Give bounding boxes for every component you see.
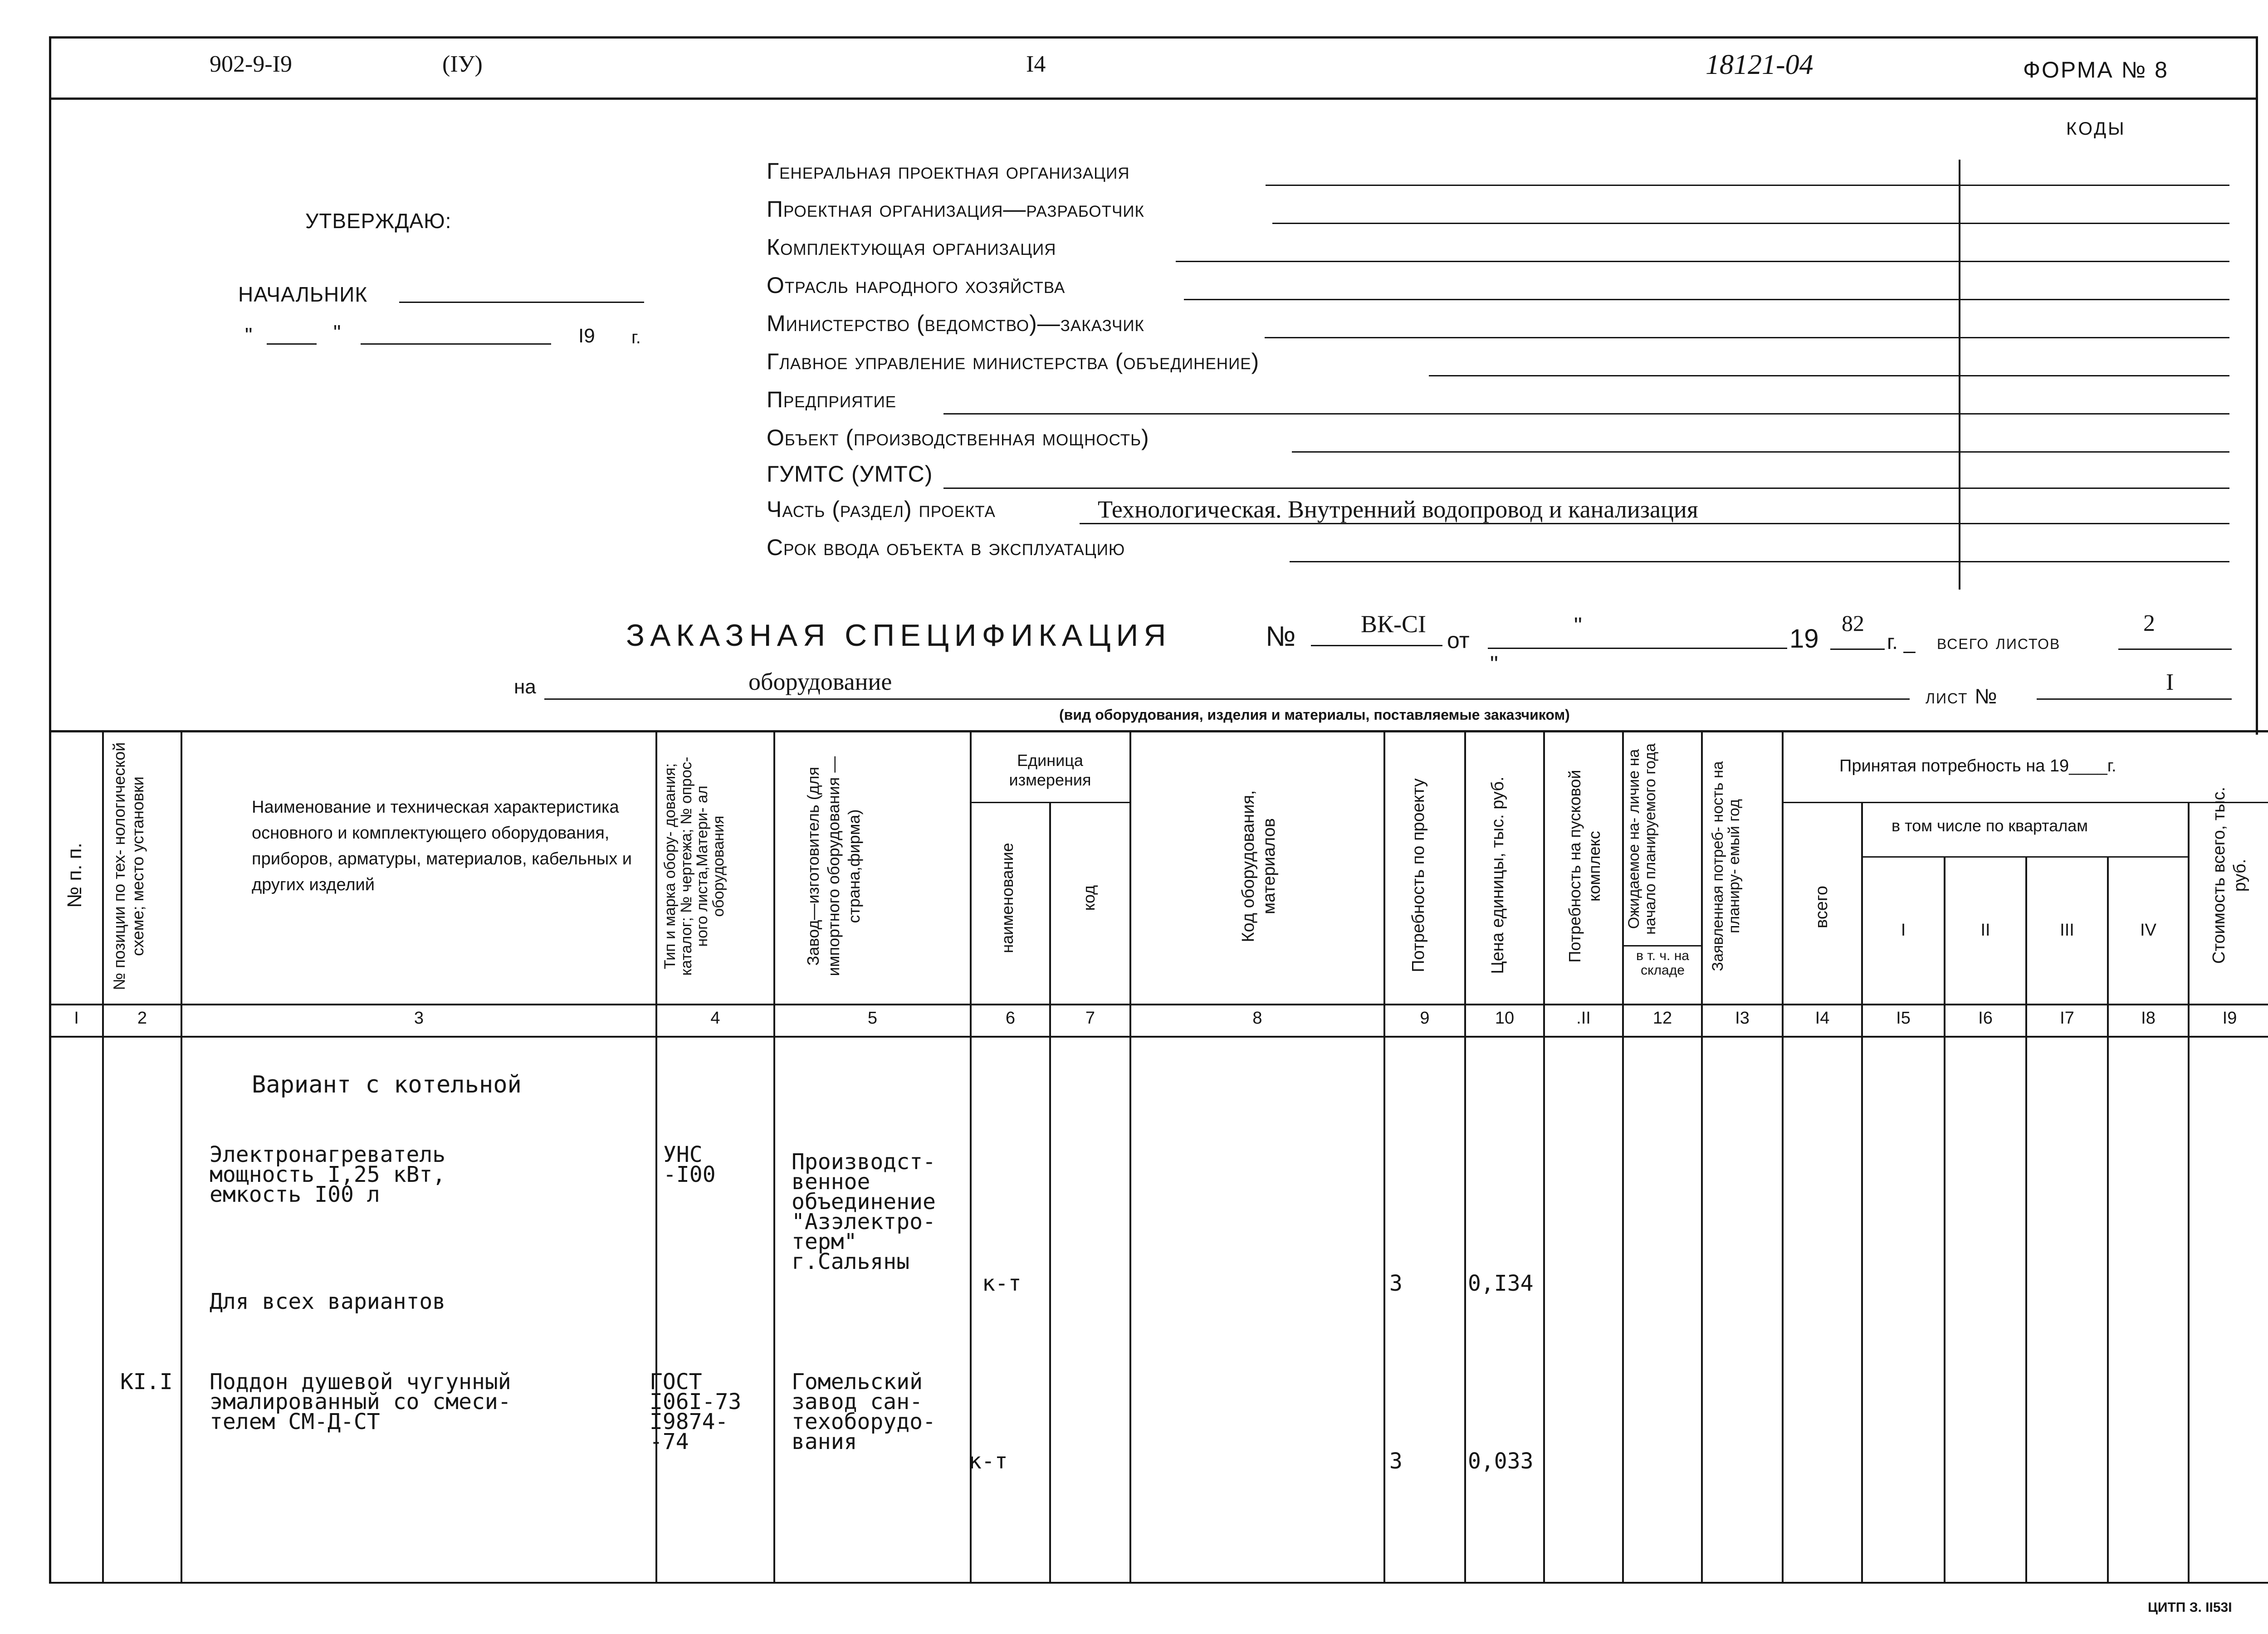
header-row-number: № п. п. bbox=[64, 843, 86, 908]
object-capacity-line bbox=[1292, 451, 2229, 453]
row-quantity: 3 bbox=[1389, 1449, 1403, 1474]
project-part-line bbox=[1080, 523, 2229, 524]
header-total-cost: Стоимость всего, тыс. руб. bbox=[2209, 786, 2249, 964]
column-number: 6 bbox=[1005, 1009, 1016, 1028]
album-number: (IУ) bbox=[442, 51, 483, 77]
header-accepted: Принятая потребность на 19____г. bbox=[1839, 756, 2116, 776]
col-rule-10 bbox=[1543, 730, 1545, 1583]
gumts-label: ГУМТС (УМТС) bbox=[767, 461, 933, 487]
header-expected-stock: Ожидаемое на- личие на начало планируемого года bbox=[1625, 743, 1659, 935]
column-number: 7 bbox=[1085, 1009, 1095, 1028]
spec-total-sheets-label: всего листов bbox=[1937, 630, 2061, 654]
col-rule-1 bbox=[102, 730, 104, 1583]
spec-year-suffix: г. _ bbox=[1887, 630, 1916, 654]
column-number: 3 bbox=[414, 1009, 424, 1028]
print-stamp: ЦИТП З. II53I bbox=[2148, 1600, 2232, 1615]
chief-signature-line bbox=[399, 302, 644, 303]
c12-split-rule bbox=[1623, 945, 1701, 946]
frame-bottom bbox=[49, 1582, 2268, 1584]
frame-left bbox=[49, 36, 51, 1583]
date-day-line bbox=[267, 343, 317, 345]
industry-branch-line bbox=[1184, 299, 2229, 300]
commissioning-date-line bbox=[1290, 561, 2229, 562]
header-total: всего bbox=[1812, 885, 1831, 929]
column-number: 10 bbox=[1495, 1009, 1515, 1028]
header-unit-group: Единица измерения bbox=[1009, 751, 1091, 790]
commissioning-date-label: Срок ввода объекта в эксплуатацию bbox=[767, 535, 1125, 560]
row-unit: к-т bbox=[982, 1271, 1022, 1296]
enterprise-line bbox=[943, 413, 2229, 415]
header-equipment-code: Код оборудования, материалов bbox=[1239, 790, 1279, 942]
row-quantity: 3 bbox=[1389, 1271, 1403, 1296]
row-name: Поддон душевой чугунный эмалированный со смеси- телем СМ-Д-СТ bbox=[210, 1369, 511, 1434]
spec-subject-line bbox=[544, 698, 1910, 700]
date-month-line bbox=[361, 343, 551, 345]
col-rule-2 bbox=[181, 730, 182, 1583]
spec-open-quote: " bbox=[1574, 613, 1582, 638]
column-number: 9 bbox=[1420, 1009, 1430, 1028]
col-rule-7 bbox=[1129, 730, 1131, 1583]
ministry-customer-label: Министерство (ведомство)—заказчик bbox=[767, 311, 1144, 336]
spec-year-line bbox=[1830, 649, 1885, 650]
col-rule-13 bbox=[1782, 730, 1784, 1583]
page-number: I4 bbox=[1026, 51, 1046, 77]
col-rule-9 bbox=[1464, 730, 1466, 1583]
developer-org-line bbox=[1272, 223, 2229, 224]
header-q2: II bbox=[1980, 921, 1990, 940]
row-name: Электронагреватель мощность I,25 кВт, емкость I00 л bbox=[210, 1142, 446, 1207]
header-type: Тип и марка обору- дования; каталог; № чертежа; № опрос- ного листа,Матери- ал оборудования bbox=[661, 756, 728, 976]
gumts-line bbox=[943, 488, 2229, 489]
row-type: ГОСТ I06I-73 I9874- -74 bbox=[650, 1369, 742, 1454]
project-code: 902-9-I9 bbox=[210, 51, 292, 77]
project-part-value: Технологическая. Внутренний водопровод и канализация bbox=[1098, 496, 1698, 523]
date-year-suffix: г. bbox=[631, 327, 641, 347]
column-number: I6 bbox=[1978, 1009, 1993, 1028]
col-rule-11 bbox=[1622, 730, 1624, 1583]
form-number: ФОРМА № 8 bbox=[2023, 57, 2169, 83]
spec-total-sheets-line bbox=[2118, 649, 2232, 650]
header-q4: IV bbox=[2140, 921, 2156, 940]
column-number: 12 bbox=[1652, 1009, 1672, 1028]
header-unit-code: код bbox=[1080, 885, 1098, 911]
frame-header-rule bbox=[49, 98, 2258, 100]
codes-label: КОДЫ bbox=[2066, 119, 2126, 139]
header-q3: III bbox=[2060, 921, 2074, 940]
ministry-customer-line bbox=[1265, 337, 2229, 338]
column-number: 8 bbox=[1252, 1009, 1262, 1028]
header-launch-need: Потребность на пусковой комплекс bbox=[1565, 770, 1604, 963]
spec-close-quote: " bbox=[1490, 651, 1498, 677]
column-number: 5 bbox=[867, 1009, 878, 1028]
object-capacity-label: Объект (производственная мощность) bbox=[767, 425, 1149, 450]
header-name: Наименование и техническая характеристика основного и комплектующего оборудования, приборов, арматуры, материалов, кабельных и других изделий bbox=[252, 798, 632, 894]
header-declared-need: Заявленная потреб- ность на планиру- емый год bbox=[1709, 761, 1743, 971]
col-rule-3 bbox=[655, 730, 657, 1583]
date-open-quote: " bbox=[245, 323, 253, 347]
general-design-org-line bbox=[1266, 185, 2229, 186]
table-colnum-bottom-rule bbox=[49, 1036, 2268, 1038]
main-directorate-label: Главное управление министерства (объединение) bbox=[767, 349, 1260, 374]
column-number: I3 bbox=[1735, 1009, 1750, 1028]
spec-number-line bbox=[1311, 645, 1442, 646]
col-rule-15 bbox=[1944, 856, 1945, 1583]
header-project-need: Потребность по проекту bbox=[1409, 778, 1428, 972]
row-price: 0,I34 bbox=[1468, 1271, 1534, 1296]
spec-on-label: на bbox=[514, 676, 536, 698]
spec-year: 82 bbox=[1842, 610, 1864, 636]
col-rule-6 bbox=[1049, 802, 1051, 1583]
spec-sheet-line bbox=[2037, 698, 2232, 700]
date-close-quote: " bbox=[333, 321, 341, 344]
table-colnum-top-rule bbox=[49, 1004, 2268, 1005]
spec-number-label: № bbox=[1266, 621, 1296, 652]
approval-heading: УТВЕРЖДАЮ: bbox=[305, 209, 452, 233]
header-quarters: в том числе по кварталам bbox=[1892, 816, 2088, 835]
column-number: I bbox=[74, 1009, 79, 1028]
col-rule-14 bbox=[1861, 802, 1863, 1583]
row-unit: к-т bbox=[968, 1449, 1008, 1474]
general-design-org-label: Генеральная проектная организация bbox=[767, 158, 1130, 184]
column-number: I5 bbox=[1896, 1009, 1911, 1028]
column-number: I8 bbox=[2141, 1009, 2156, 1028]
column-number: 4 bbox=[710, 1009, 720, 1028]
spec-date-line bbox=[1488, 648, 1787, 649]
row-price: 0,033 bbox=[1468, 1449, 1534, 1474]
row-type: УНС -I00 bbox=[663, 1142, 716, 1187]
col-rule-12 bbox=[1701, 730, 1703, 1583]
column-number: .II bbox=[1576, 1009, 1591, 1028]
row-name: Вариант с котельной bbox=[252, 1071, 522, 1098]
header-manufacturer: Завод—изготовитель (для импортного оборудования —страна,фирма) bbox=[804, 756, 863, 976]
col-rule-4 bbox=[773, 730, 775, 1583]
spec-sheet-label: лист № bbox=[1926, 684, 1998, 708]
industry-branch-label: Отрасль народного хозяйства bbox=[767, 273, 1066, 298]
col-rule-18 bbox=[2188, 802, 2190, 1583]
frame-right bbox=[2256, 36, 2258, 735]
column-number: 2 bbox=[137, 1009, 147, 1028]
main-directorate-line bbox=[1429, 375, 2229, 376]
spec-sheet: I bbox=[2166, 669, 2174, 695]
spec-year-prefix: 19 bbox=[1789, 624, 1819, 654]
spec-number: ВК-СI bbox=[1361, 610, 1427, 638]
chief-label: НАЧАЛЬНИК bbox=[238, 283, 368, 306]
header-unit-price: Цена единицы, тыс. руб. bbox=[1488, 776, 1507, 974]
frame-top bbox=[49, 36, 2258, 39]
header-position: № позиции по тех- нологической схеме; место установки bbox=[110, 742, 147, 990]
spec-title: ЗАКАЗНАЯ СПЕЦИФИКАЦИЯ bbox=[626, 618, 1172, 653]
column-number: I9 bbox=[2222, 1009, 2237, 1028]
table-top-rule bbox=[49, 730, 2268, 732]
developer-org-label: Проектная организация—разработчик bbox=[767, 196, 1144, 222]
inventory-number: 18121-04 bbox=[1706, 49, 1813, 80]
row-position: КI.I bbox=[120, 1369, 173, 1395]
row-manufacturer: Производст- венное объединение "Азэлектро- терм" г.Сальяны bbox=[792, 1149, 936, 1274]
row-manufacturer: Гомельский завод сан- техоборудо- вания bbox=[792, 1369, 936, 1454]
spec-total-sheets: 2 bbox=[2143, 610, 2155, 636]
col-rule-17 bbox=[2107, 856, 2109, 1583]
enterprise-label: Предприятие bbox=[767, 387, 897, 412]
supply-org-label: Комплектующая организация bbox=[767, 234, 1056, 260]
spec-subject: оборудование bbox=[748, 668, 892, 695]
spec-subject-note: (вид оборудования, изделия и материалы, поставляемые заказчиком) bbox=[1059, 707, 1570, 723]
project-part-label: Часть (раздел) проекта bbox=[767, 497, 996, 522]
accepted-group-rule bbox=[1783, 802, 2268, 803]
col-rule-8 bbox=[1383, 730, 1385, 1583]
col-rule-16 bbox=[2025, 856, 2027, 1583]
date-year-prefix: I9 bbox=[578, 325, 595, 347]
column-number: I7 bbox=[2060, 1009, 2074, 1028]
spec-from-label: от bbox=[1447, 628, 1470, 653]
supply-org-line bbox=[1176, 261, 2229, 262]
row-name: Для всех вариантов bbox=[210, 1289, 446, 1314]
codes-column-divider bbox=[1959, 160, 1960, 590]
header-unit-name: наименование bbox=[998, 843, 1017, 953]
header-in-stock: в т. ч. на складе bbox=[1636, 948, 1689, 978]
header-q1: I bbox=[1901, 921, 1906, 940]
column-number: I4 bbox=[1815, 1009, 1830, 1028]
